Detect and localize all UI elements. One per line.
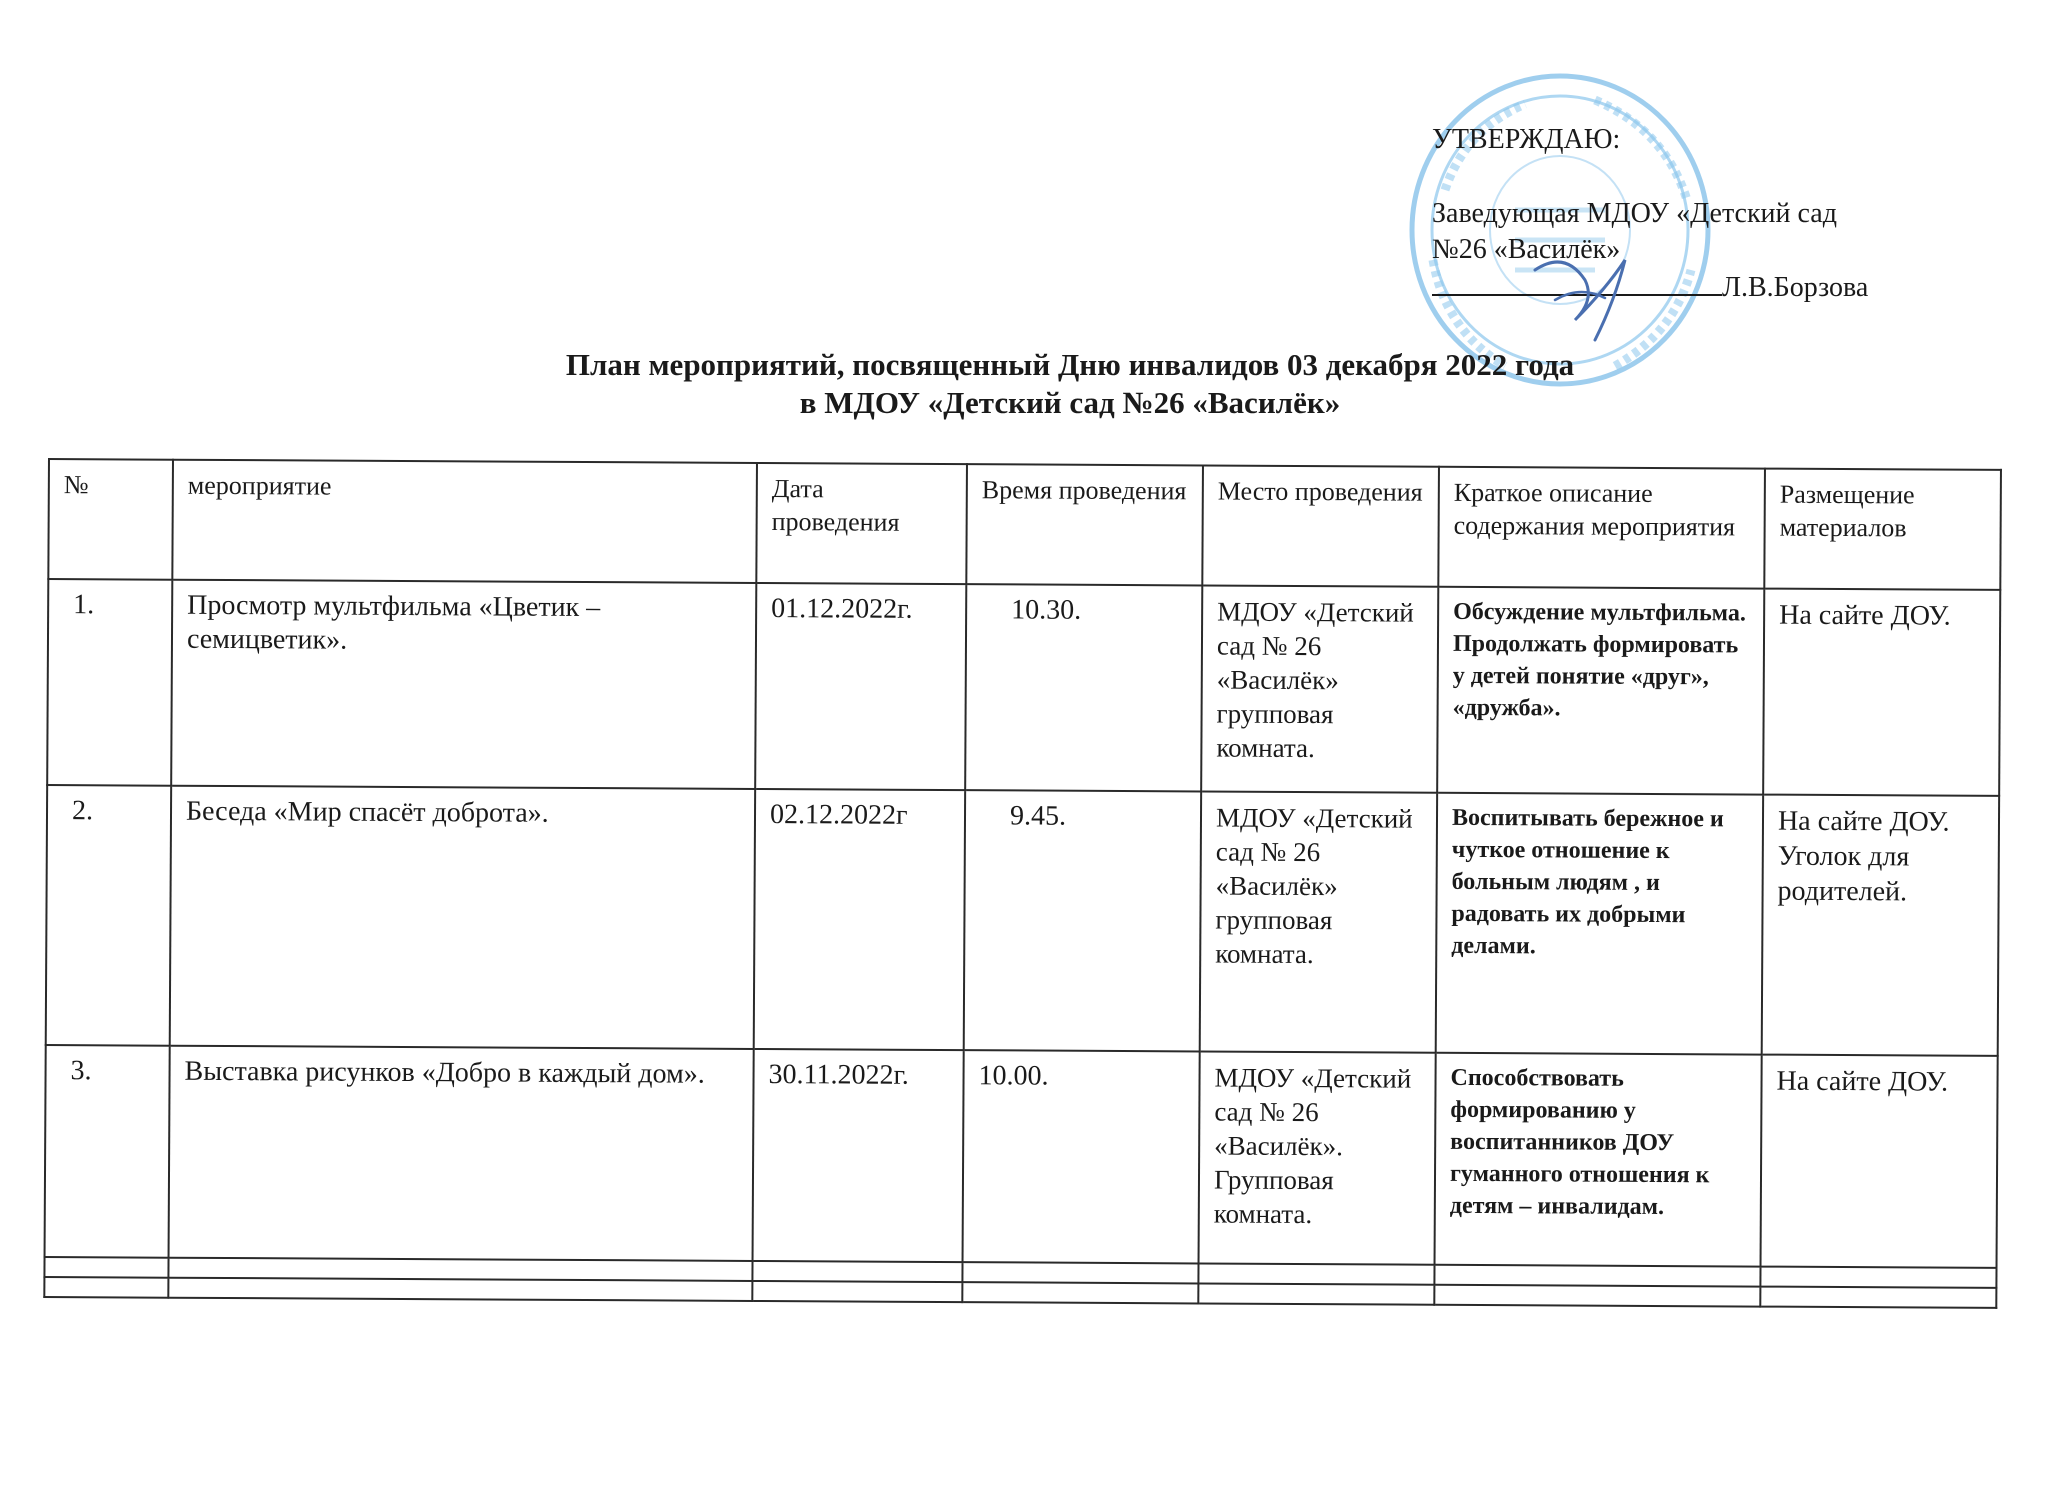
row-event: Просмотр мультфильма «Цветик – семицветик».: [171, 580, 756, 789]
row-materials: На сайте ДОУ.: [1761, 1055, 1998, 1268]
table-row: [46, 785, 1999, 1056]
approval-position-line1: Заведующая МДОУ «Детский сад: [1432, 198, 1837, 229]
table-row: [45, 1045, 1998, 1268]
row-number: 3.: [45, 1045, 170, 1258]
row-description: Обсуждение мультфильма. Продолжать формировать у детей понятие «друг», «дружба».: [1437, 587, 1764, 795]
document-title-line2: в МДОУ «Детский сад №26 «Василёк»: [799, 385, 1341, 420]
approval-signature-line: [1432, 268, 1952, 306]
handwritten-signature: [1525, 240, 1645, 350]
events-plan-table: [43, 458, 2002, 1309]
document-title-line1: План мероприятий, посвященный Дню инвалидов 03 декабря 2022 года: [565, 347, 1575, 382]
header-description: Краткое описание содержания мероприятия: [1438, 467, 1765, 589]
row-description: Воспитывать бережное и чуткое отношение к больным людям , и радовать их добрыми делами.: [1436, 793, 1763, 1055]
header-time: Время проведения: [966, 464, 1203, 585]
approval-position-line2: №26 «Василёк»: [1432, 234, 1621, 265]
row-materials: На сайте ДОУ.: [1763, 589, 2000, 796]
row-number: 2.: [46, 785, 171, 1046]
header-event: мероприятие: [172, 460, 757, 583]
table-header-row: [48, 459, 2001, 590]
row-time: 9.45.: [964, 790, 1201, 1051]
row-event: Выставка рисунков «Добро в каждый дом».: [169, 1046, 754, 1261]
header-place: Место проведения: [1202, 465, 1439, 586]
approval-signer-name: Л.В.Борзова: [1722, 272, 1869, 303]
row-event: Беседа «Мир спасёт доброта».: [170, 786, 755, 1049]
row-time: 10.30.: [965, 584, 1202, 791]
header-number: №: [48, 459, 173, 580]
header-materials: Размещение материалов: [1764, 469, 2001, 590]
row-materials: На сайте ДОУ. Уголок для родителей.: [1762, 795, 1999, 1056]
document-title: [380, 346, 1760, 422]
row-time: 10.00.: [963, 1050, 1200, 1263]
approval-block: [1432, 122, 1952, 306]
approval-heading: УТВЕРЖДАЮ:: [1432, 124, 1621, 155]
table-row: [47, 579, 2000, 796]
row-place: МДОУ «Детский сад № 26 «Василёк» групповая комната.: [1200, 791, 1437, 1052]
row-place: МДОУ «Детский сад № 26 «Василёк» групповая комната.: [1201, 585, 1438, 792]
row-date: 02.12.2022г: [754, 789, 965, 1050]
row-date: 01.12.2022г.: [755, 583, 966, 790]
row-number: 1.: [47, 579, 172, 786]
row-date: 30.11.2022г.: [753, 1049, 964, 1262]
header-date: Дата проведения: [756, 463, 967, 584]
row-place: МДОУ «Детский сад № 26 «Василёк». Групповая комната.: [1199, 1051, 1436, 1264]
row-description: Способствовать формированию у воспитанников ДОУ гуманного отношения к детям – инвалидам.: [1435, 1053, 1762, 1267]
